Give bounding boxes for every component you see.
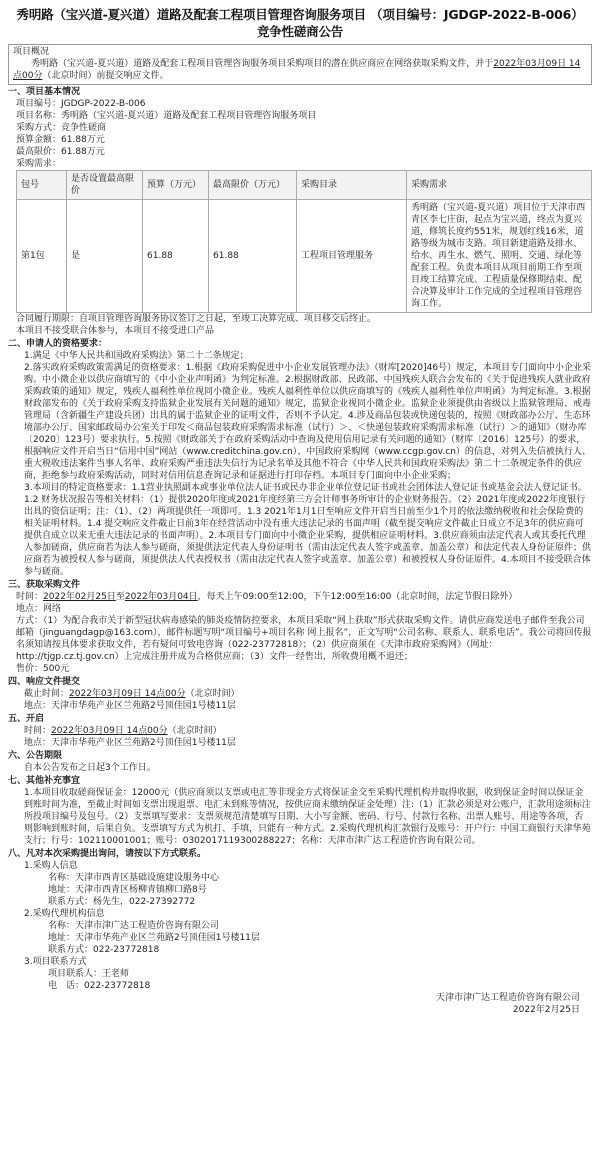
overview-heading: 项目概况 bbox=[13, 47, 50, 57]
announcement-period: 自本公告发布之日起3个工作日。 bbox=[24, 763, 156, 773]
obtain-method: 方式：（1）为配合我市关于新型冠状病毒感染的肺炎疫情防控要求，本项目采取“网上获取”形式获取采购文件。请供应商发送电子邮件至我公司邮箱（jinguangdagp@163.com），邮件标题写明“项目编号+项目名称 网上报名”，正文写明“公司名称、联系人、联系电话”。我公司将回传报名须知请按具体要求获取文件，若有疑问可致电咨询（022-23772818）；（2）供应商须在《天津市政府采购网》（网址：http://tjgp.cz.tj.gov.cn）上完成注册并成为合格供应商；（3）文件一经售出，所收费用概不退还； bbox=[16, 616, 592, 662]
table-header: 采购目录 bbox=[297, 171, 407, 200]
submission-place: 地点：天津市华苑产业区兰苑路2号顶佳园1号楼11层 bbox=[24, 701, 236, 711]
table-header: 采购需求 bbox=[407, 171, 592, 200]
signature-date: 2022年2月25日 bbox=[512, 1005, 580, 1015]
overview-deadline: 2022年03月09日 14点00分 bbox=[13, 59, 581, 81]
opening-place: 地点：天津市华苑产业区兰苑路2号顶佳园1号楼11层 bbox=[24, 738, 236, 748]
obtain-place: 地点：网络 bbox=[16, 604, 62, 614]
project-number: 项目编号：JGDGP-2022-B-006 bbox=[16, 99, 146, 109]
submission-deadline: 截止时间：2022年03月09日 14点00分（北京时间） bbox=[24, 689, 240, 699]
table-row bbox=[17, 200, 592, 313]
contract-period: 合同履行期限：自项目管理咨询服务协议签订之日起，至竣工决算完成、项目移交后终止。 bbox=[16, 314, 377, 324]
budget-amount: 预算金额：61.88万元 bbox=[16, 135, 105, 145]
purchaser-address: 地址：天津市西青区杨柳青镇柳口路8号 bbox=[48, 885, 207, 895]
table-header: 包号 bbox=[17, 171, 67, 200]
contact-info bbox=[8, 860, 592, 992]
joint-venture-note: 本项目不接受联合体参与，本项目不接受进口产品 bbox=[16, 326, 215, 336]
overview-text: 秀明路（宝兴道-夏兴道）道路及配套工程项目管理咨询服务项目采购项目的潜在供应商应在网络获取采购文件，并于2022年03月09日 14点00分（北京时间）前提交响应文件。 bbox=[13, 59, 581, 81]
procurement-demand-label: 采购需求： bbox=[16, 159, 62, 169]
requirement-1: 1.满足《中华人民共和国政府采购法》第二十二条规定； bbox=[24, 351, 249, 361]
qualification-requirements bbox=[8, 350, 592, 578]
purchaser-contact: 联系方式：杨先生，022-27392772 bbox=[48, 897, 196, 907]
table-cell: 第1包 bbox=[17, 200, 67, 313]
max-price: 最高限价：61.88万元 bbox=[16, 147, 105, 157]
obtain-time: 时间：2022年02月25日至2022年03月04日，每天上午09:00至12:00，下午12:00至16:00（北京时间，法定节假日除外） bbox=[16, 592, 518, 602]
requirement-3: 3.本项目的特定资格要求：1.1营业执照副本或事业单位法人证书或民办非企业单位登记证书或社会团体法人登记证书或基金会法人登记证书。1.2 财务状况报告等相关材料：（1）提供2020年度或2021年度经第三方会计师事务所审计的企业财务报告。（2）2021年度或2022年度银行出具的资信证明；注：（1）、（2）两项提供任一项即可。1.3 2021年1月1日至响应文件开启当日前至少1个月的依法缴纳税收和社会保险费的相关证明材料。1.4 提交响应文件截止日前3年在经营活动中没有重大违法记录的书面声明（截至提交响应文件截止日成立不足3年的供应商可提供自成立以来无重大违法记录的书面声明）。2.本项目专门面向中小微企业采购，提供相应证明材料。3.供应商须由法定代表人或其委托代理人参加磋商，供应商若为法人参与磋商，须提供法定代表人身份证明书（需由法定代表人签字或盖章、加盖公章）和法定代表人身份证原件；供应商若为被授权人参与磋商，须提供法人代表授权书（需由法定代表人签字或盖章、加盖公章）和被授权人身份证原件。4.本项目不接受联合体参与磋商。 bbox=[24, 483, 592, 577]
signature-org: 天津市津广达工程造价咨询有限公司 bbox=[435, 993, 580, 1003]
project-name: 项目名称：秀明路（宝兴道-夏兴道）道路及配套工程项目管理咨询服务项目 bbox=[16, 111, 317, 121]
table-header: 是否设置最高限价 bbox=[67, 171, 143, 200]
project-contact-person: 项目联系人：王老师 bbox=[48, 969, 130, 979]
agency-address: 地址：天津市华苑产业区兰苑路2号顶佳园1号楼11层 bbox=[48, 933, 260, 943]
opening-time: 时间：2022年03月09日 14点00分（北京时间） bbox=[24, 726, 222, 736]
purchaser-name: 名称：天津市西青区基础设施建设服务中心 bbox=[48, 873, 220, 883]
obtain-documents bbox=[8, 591, 592, 675]
table-header: 最高限价（万元） bbox=[209, 171, 297, 200]
table-cell: 秀明路（宝兴道-夏兴道）项目位于天津市西青区李七庄街，起点为宝兴道，终点为夏兴道，修筑长度约551米，规划红线16米，道路等级为城市支路。项目新建道路及排水、给水、再生水、燃气、照明、交通、绿化等配套工程。负责本项目从项目前期工作至项目竣工结算完成、工程质量保修期结束、配合决算及审计工作完成的全过程项目管理咨询工作。 bbox=[407, 200, 592, 313]
section-1-heading: 一、项目基本情况 bbox=[8, 87, 81, 97]
section-5-heading: 五、开启 bbox=[8, 714, 45, 724]
section-2-heading: 二、申请人的资格要求： bbox=[8, 339, 108, 349]
agency-heading: 2.采购代理机构信息 bbox=[24, 909, 105, 919]
section-6-heading: 六、公告期限 bbox=[8, 751, 63, 761]
table-cell: 61.88 bbox=[209, 200, 297, 313]
submission-info bbox=[8, 688, 592, 712]
project-basic-info bbox=[8, 98, 592, 337]
project-overview-box bbox=[8, 44, 592, 85]
section-8-heading: 八、凡对本次采购提出询问，请按以下方式联系。 bbox=[8, 849, 207, 859]
agency-name: 名称：天津市津广达工程造价咨询有限公司 bbox=[48, 921, 220, 931]
project-contact-phone: 电 话：022-23772818 bbox=[48, 981, 151, 991]
table-cell: 是 bbox=[67, 200, 143, 313]
purchaser-heading: 1.采购人信息 bbox=[24, 861, 78, 871]
table-header: 预算（万元） bbox=[143, 171, 209, 200]
section-3-heading: 三、获取采购文件 bbox=[8, 580, 81, 590]
project-contact-heading: 3.项目联系方式 bbox=[24, 957, 87, 967]
table-cell: 工程项目管理服务 bbox=[297, 200, 407, 313]
document-price: 售价：500元 bbox=[16, 664, 70, 674]
supplementary-info: 1.本项目收取磋商保证金：12000元（供应商须以支票或电汇等非现金方式将保证金交至采购代理机构并取得收据，收到保证金时间以保证金到账时间为准，至截止时间如支票出现退票、电汇未到账等情况，按供应商未缴纳保证金处理）注:（1）汇款必须是对公账户，汇款用途须标注所投项目编号及包号。（2）支票填写要求：支票须规范清楚填写日期、大小写金额、密码、行号、付款行名称、出票人账号、用途等各项，否则影响到账时间，后果自负。支票填写方式为机打、手填，只能有一种方式。2.采购代理机构汇款银行及账号：开户行：中国工商银行天津华苑支行；行号：102110001001；账号：0302017119300288227；名称：天津市津广达工程造价咨询有限公司。 bbox=[24, 788, 591, 846]
table-cell: 61.88 bbox=[143, 200, 209, 313]
section-4-heading: 四、响应文件提交 bbox=[8, 677, 81, 687]
section-7-heading: 七、其他补充事宜 bbox=[8, 776, 81, 786]
agency-contact: 联系方式：022-23772818 bbox=[48, 945, 160, 955]
announcement-title: 秀明路（宝兴道-夏兴道）道路及配套工程项目管理咨询服务项目 （项目编号：JGDGP-2022-B-006）竞争性磋商公告 bbox=[16, 7, 584, 39]
table-header-row bbox=[17, 171, 592, 200]
requirement-2: 2.落实政府采购政策需满足的资格要求：1.根据《政府采购促进中小企业发展管理办法》（财库[2020]46号）规定，本项目专门面向中小企业采购。中小微企业以供应商填写的《中小企业声明函》为判定标准。2.根据财政部、民政部、中国残疾人联合会发布的《关于促进残疾人就业政府采购政策的通知》规定，残疾人福利性单位视同小微企业。残疾人福利性单位以供应商填写的《残疾人福利性单位声明函》为判定标准。3.根据财政部发布的《关于政府采购支持监狱企业发展有关问题的通知》规定，监狱企业视同小微企业。监狱企业须提供由省级以上监狱管理局、戒毒管理局（含新疆生产建设兵团）出具的属于监狱企业的证明文件，否则不予认定。4.涉及商品包装或快递包装的，按照《财政部办公厅、生态环境部办公厅、国家邮政局办公室关于印发＜商品包装政府采购需求标准（试行）＞、＜快递包装政府采购需求标准（试行）＞的通知》（财办库〔2020〕123号）要求执行。5.按照《财政部关于在政府采购活动中查询及使用信用记录有关问题的通知》（财库〔2016〕125号）的要求，根据响应文件开启当日“信用中国”网站（www.creditchina.gov.cn）、中国政府采购网（www.ccgp.gov.cn）的信息，对列入失信被执行人、重大税收违法案件当事人名单、政府采购严重违法失信行为记录名单及其他不符合《中华人民共和国政府采购法》第二十二条规定条件的供应商，拒绝参与政府采购活动，同时对信用信息查询记录和证据进行打印存档。本项目专门面向中小企业采购； bbox=[24, 363, 592, 481]
procurement-method: 采购方式：竞争性磋商 bbox=[16, 123, 107, 133]
package-table bbox=[16, 170, 592, 313]
opening-info bbox=[8, 725, 592, 749]
